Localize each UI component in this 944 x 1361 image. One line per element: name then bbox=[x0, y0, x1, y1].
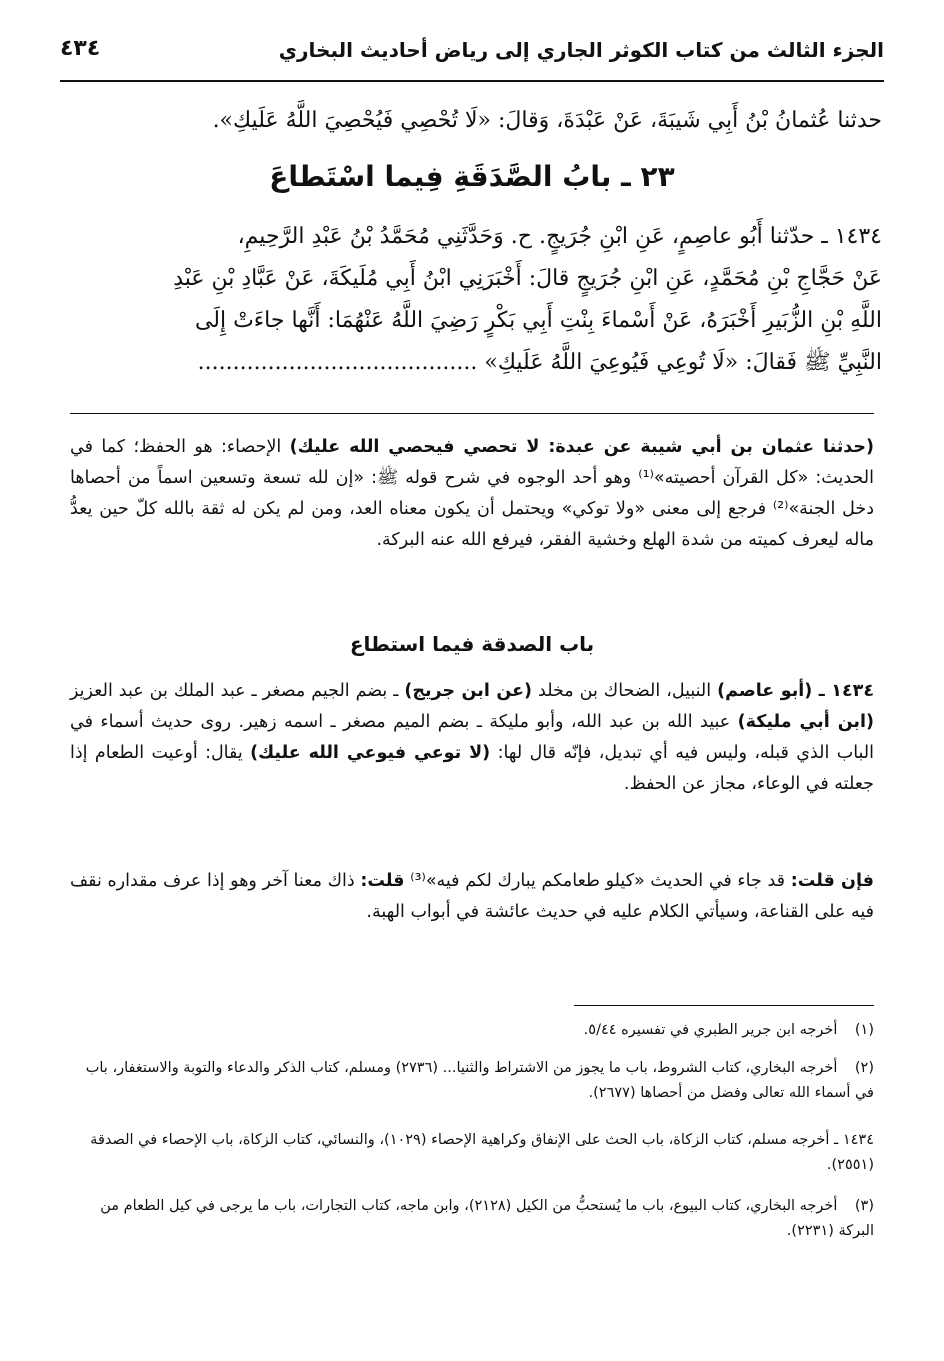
running-header bbox=[60, 32, 884, 76]
footnote-rule bbox=[574, 1005, 874, 1006]
footnote bbox=[70, 1018, 874, 1043]
footnote-number: ١٤٣٤ ـ bbox=[833, 1132, 874, 1148]
footnote bbox=[70, 1128, 874, 1178]
commentary-text: ذاك معنا آخر وهو إذا عرف مقداره نقف فيه على القناعة، وسيأتي الكلام عليه في حديث عائشة في أبواب الهبة. bbox=[70, 871, 874, 922]
footnote-number: (١) bbox=[854, 1022, 874, 1038]
footnote-number: (٣) bbox=[854, 1198, 874, 1214]
header-title: الجزء الثالث من كتاب الكوثر الجاري إلى رياض أحاديث البخاري bbox=[278, 38, 884, 62]
commentary-quote: (عن ابن جريج) bbox=[404, 681, 533, 701]
page-number: ٤٣٤ bbox=[60, 36, 101, 61]
commentary-quote: (ابن أبي مليكة) bbox=[737, 712, 875, 732]
footnote bbox=[70, 1056, 874, 1106]
footnote-number: (٢) bbox=[854, 1060, 874, 1076]
footnote bbox=[70, 1194, 874, 1244]
commentary-text: ـ بضم الجيم مصغر ـ عبد الملك بن عبد العزيز bbox=[70, 681, 405, 701]
commentary-section-title: باب الصدقة فيما استطاع bbox=[349, 632, 595, 656]
hadith-main bbox=[64, 216, 882, 384]
chapter-title: ٢٣ ـ بابُ الصَّدَقَةِ فِيما اسْتَطاعَ bbox=[269, 160, 675, 193]
footnote-text: أخرجه البخاري، كتاب البيوع، باب ما يُستحبُّ من الكيل (٢١٢٨)، وابن ماجه، كتاب التجارات، باب ما يرجى في كيل الطعام من البركة (٢٢٣١). bbox=[100, 1198, 874, 1239]
text-commentary-divider bbox=[70, 413, 874, 414]
footnote-text: أخرجه مسلم، كتاب الزكاة، باب الحث على الإنفاق وكراهية الإحصاء (١٠٢٩)، والنسائي، كتاب الزكاة، باب الإحصاء في الصدقة (٢٥٥١). bbox=[90, 1132, 874, 1173]
ellipsis-dots: ........................................ bbox=[197, 350, 478, 375]
hadith-previous-text: حدثنا عُثمانُ بْنُ أَبِي شَيبَةَ، عَنْ عَبْدَةَ، وَقالَ: «لَا تُحْصِي فَيُحْصِيَ اللَّهُ عَلَيكِ». bbox=[212, 108, 882, 133]
commentary-text: يقال: أوعيت الطعام إذا جعلته في الوعاء، مجاز عن الحفظ. bbox=[70, 743, 874, 794]
commentary-number: ١٤٣٤ ـ bbox=[812, 681, 875, 701]
hadith-line: اللَّهِ بْنِ الزُّبَيرِ أَخْبَرَهُ، عَنْ أَسْماءَ بِنْتِ أَبِي بَكْرٍ رَضِيَ اللَّهُ عَنْهُمَا: أَنَّها جاءَتْ إِلَى bbox=[194, 308, 882, 333]
footnote-text: أخرجه ابن جرير الطبري في تفسيره ٥/٤٤. bbox=[583, 1022, 838, 1038]
commentary-text: النبيل، الضحاك بن مخلد bbox=[532, 681, 718, 701]
commentary-paragraph-2 bbox=[70, 676, 874, 800]
hadith-line: عَنْ حَجَّاجِ بْنِ مُحَمَّدٍ، عَنِ ابْنِ جُرَيجٍ قالَ: أَخْبَرَنِي ابْنُ أَبِي مُلَيكَةَ، عَنْ عَبَّادِ بْنِ عَبْدِ bbox=[173, 266, 882, 291]
commentary-text: عبيد الله بن عبد الله، وأبو مليكة ـ بضم الميم مصغر ـ اسمه زهير. روى حديث أسماء في الباب الذي قبله، وليس فيه أي تبديل، فإنّه قال لها: bbox=[70, 712, 874, 763]
commentary-quote: (حدثنا عثمان بن أبي شيبة عن عبدة: لا تحصي فيحصي الله عليك) bbox=[289, 437, 874, 457]
commentary-quote: فإن قلت: bbox=[790, 871, 874, 891]
hadith-line: ١٤٣٤ ـ حدّثنا أَبُو عاصِمٍ، عَنِ ابْنِ جُرَيجٍ. ح. وَحَدَّثَنِي مُحَمَّدُ بْنُ عَبْدِ الرَّحِيمِ، bbox=[237, 224, 882, 249]
commentary-paragraph-3 bbox=[70, 866, 874, 928]
header-rule bbox=[60, 80, 884, 82]
commentary-text: الإحصاء: هو الحفظ؛ كما في الحديث: «كل القرآن أحصيته»⁽¹⁾ وهو أحد الوجوه في شرح قوله ﷺ: «إن لله تسعة وتسعين اسماً من أحصاها دخل الجنة»⁽²⁾ فرجع إلى معنى «ولا توكي» ويحتمل أن يكون معناه العد، ومن لم يكن له ثقة بالله كلّ حين يعدُّ ماله ليعرف كميته من شدة الهلع وخشية الفقر، فيرفع الله عنه البركة. bbox=[70, 437, 874, 550]
hadith-line bbox=[64, 342, 882, 384]
commentary-quote: قلت: bbox=[360, 871, 405, 891]
commentary-quote: (لا توعي فيوعي الله عليك) bbox=[250, 743, 491, 763]
footnote-text: أخرجه البخاري، كتاب الشروط، باب ما يجوز من الاشتراط والثنيا... (٢٧٣٦) ومسلم، كتاب الذكر والدعاء والتوبة والاستغفار، باب في أسماء الله تعالى وفضل من أحصاها (٢٦٧٧). bbox=[85, 1060, 874, 1101]
hadith-last-text: النَّبِيِّ ﷺ فَقالَ: «لَا تُوعِي فَيُوعِيَ اللَّهُ عَلَيكِ» bbox=[484, 350, 882, 375]
commentary-quote: (أبو عاصم) bbox=[717, 681, 813, 701]
commentary-paragraph-1 bbox=[70, 432, 874, 556]
hadith-previous bbox=[64, 100, 882, 142]
commentary-text: قد جاء في الحديث «كيلو طعامكم يبارك لكم فيه»⁽³⁾ bbox=[404, 871, 791, 891]
